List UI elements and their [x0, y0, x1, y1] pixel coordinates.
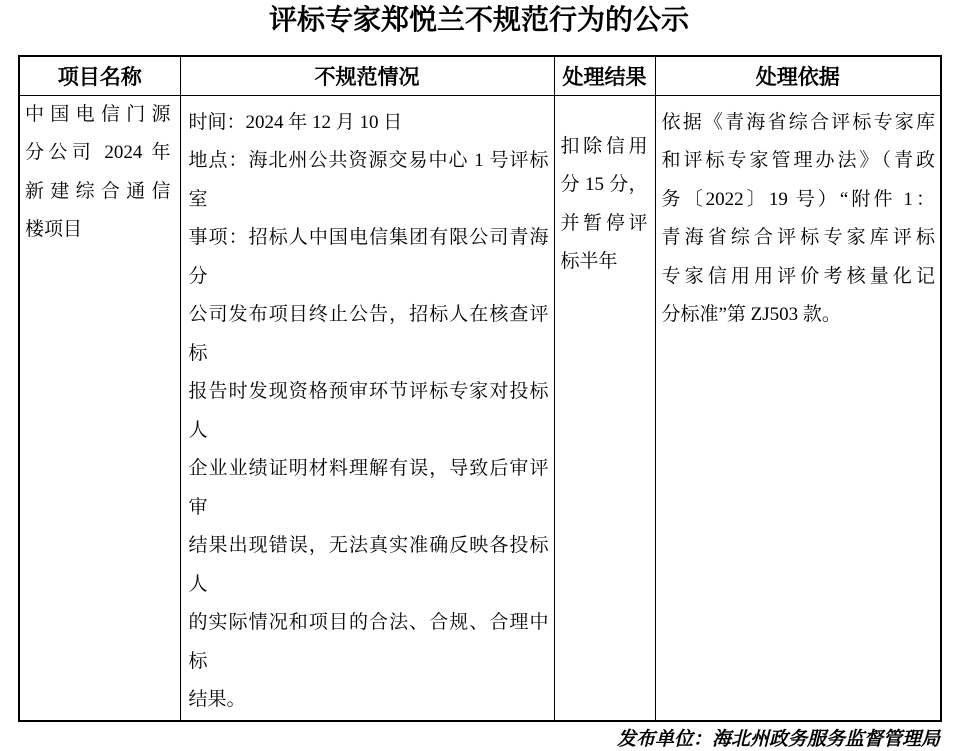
text-line: 企业业绩证明材料理解有误，导致后审评审: [188, 458, 549, 518]
column-header-violation: 不规范情况: [180, 56, 554, 95]
table-row: [19, 95, 941, 721]
text-line: 公司发布项目终止公告，招标人在核查评标: [188, 304, 549, 364]
text-line: 中国电信门源: [25, 103, 171, 125]
text-line: 结果。: [188, 689, 246, 710]
basis-cell: [655, 95, 941, 721]
notice-page: [0, 5, 958, 750]
project-name-text: [25, 96, 171, 250]
basis-text: [662, 104, 936, 335]
project-name-cell: [19, 95, 180, 721]
text-line: 新建综合通信: [25, 180, 171, 202]
text-line: 地点：海北州公共资源交易中心 1 号评标室: [188, 150, 549, 210]
text-line: 分公司 2024 年: [25, 142, 171, 163]
text-line: 并暂停评: [560, 212, 648, 234]
column-header-project-name: 项目名称: [19, 56, 180, 95]
text-line: 时间：2024 年 12 月 10 日: [188, 111, 403, 133]
column-header-result: 处理结果: [554, 56, 655, 95]
text-line: 分 15 分，: [560, 174, 648, 195]
violation-text: [189, 104, 549, 720]
text-line: 事项：招标人中国电信集团有限公司青海分: [188, 227, 549, 287]
text-line: 青海省综合评标专家库评标: [661, 227, 935, 248]
result-cell: [554, 95, 655, 721]
text-line: 分标准”第 ZJ503 款。: [661, 304, 841, 325]
text-line: 务〔2022〕19 号）“附件 1：: [661, 188, 935, 210]
text-line: 的实际情况和项目的合法、合规、合理中标: [188, 612, 549, 672]
page-title: 评标专家郑悦兰不规范行为的公示: [268, 5, 689, 36]
table-header-row: [19, 56, 941, 95]
result-text: [561, 128, 648, 282]
text-line: 和评标专家管理办法》（青政: [661, 150, 935, 171]
column-header-basis: 处理依据: [655, 56, 941, 95]
text-line: 标半年: [560, 251, 618, 272]
text-line: 依据《青海省综合评标专家库: [661, 111, 935, 133]
notice-table: [18, 55, 942, 722]
text-line: 楼项目: [25, 219, 83, 240]
text-line: 报告时发现资格预审环节评标专家对投标人: [188, 381, 549, 441]
text-line: 扣除信用: [560, 135, 648, 157]
text-line: 结果出现错误，无法真实准确反映各投标人: [188, 535, 549, 595]
publisher-line: 发布单位：海北州政务服务监督管理局: [616, 728, 940, 750]
violation-cell: [180, 95, 554, 721]
text-line: 专家信用用评价考核量化记: [661, 265, 935, 287]
